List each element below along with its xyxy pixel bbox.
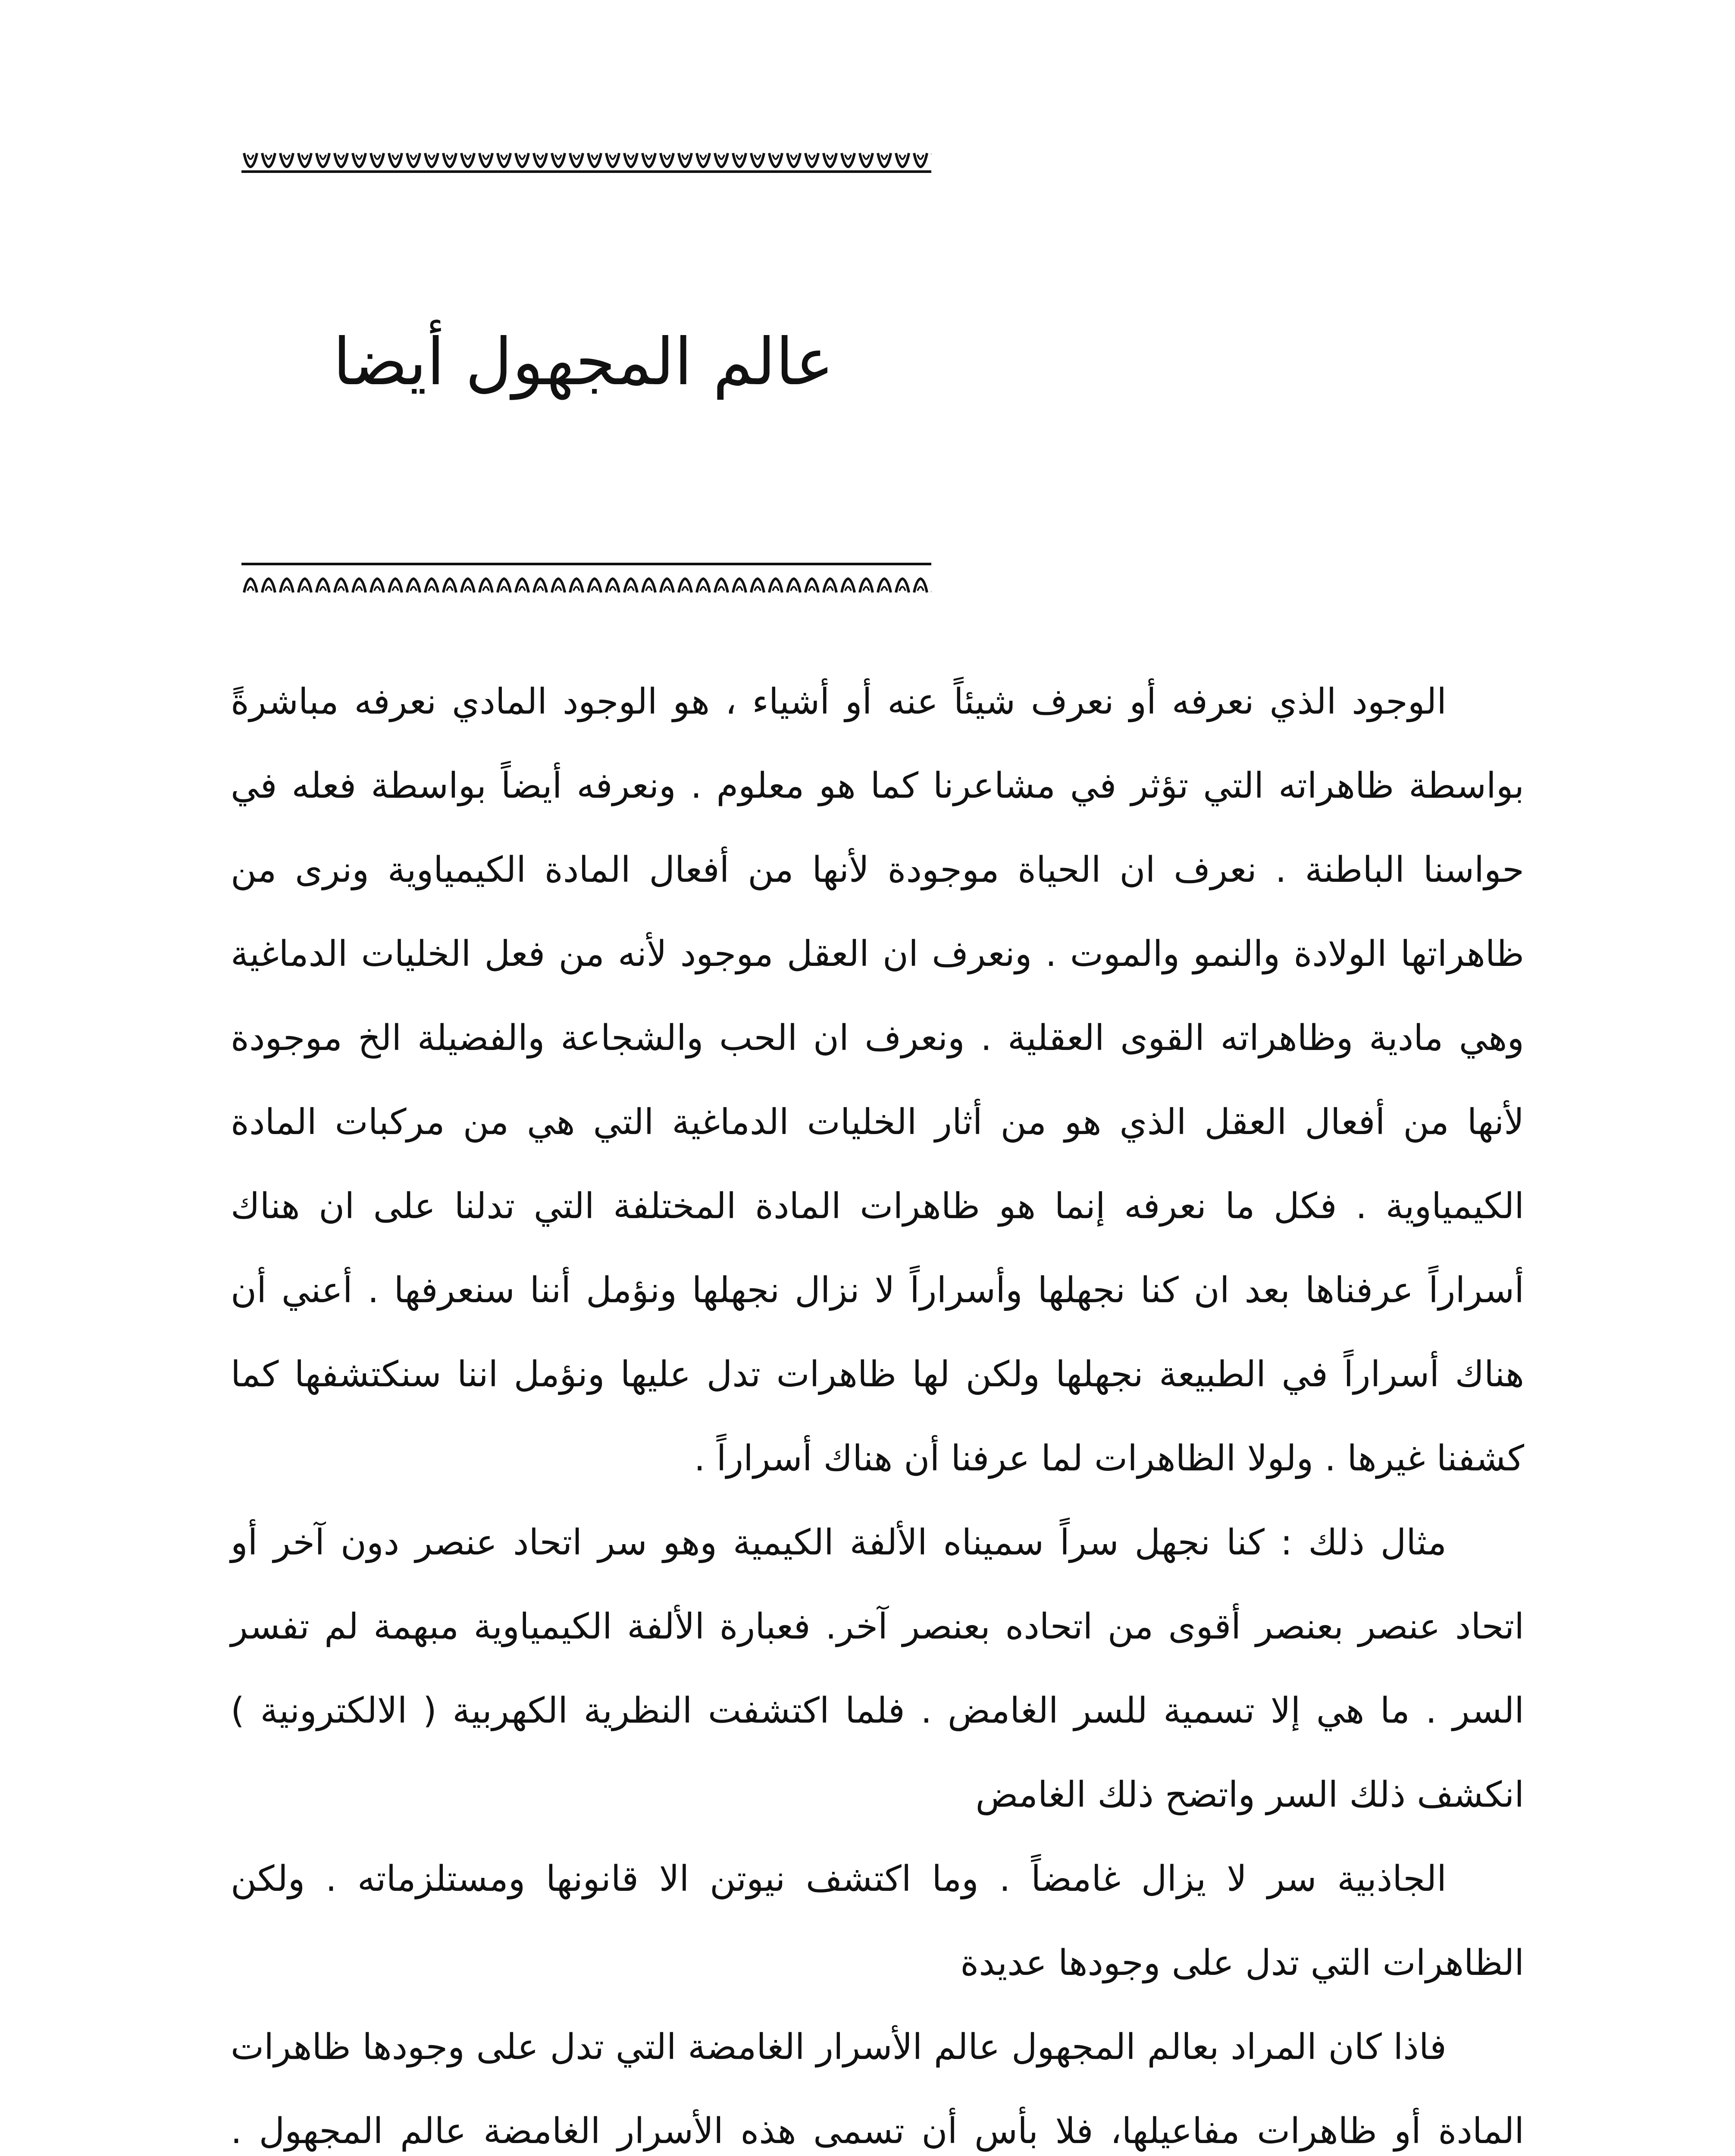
page-title: عالم المجهول أيضا (333, 325, 834, 400)
paragraph: الجاذبية سر لا يزال غامضاً . وما اكتشف نيوتن الا قانونها ومستلزماته . ولكن الظاهرات التي تدل على وجودها عديدة (231, 1858, 1524, 1984)
divider-rule (241, 563, 931, 565)
body-text (231, 660, 1524, 2156)
bottom-ornament-border (241, 573, 931, 599)
paragraph: فاذا كان المراد بعالم المجهول عالم الأسرار الغامضة التي تدل على وجودها ظاهرات المادة أو ظاهرات مفاعيلها، فلا بأس أن تسمى هذه الأسرار الغامضة عالم المجهول . (231, 2027, 1524, 2152)
paragraph: مثال ذلك : كنا نجهل سراً سميناه الألفة الكيمية وهو سر اتحاد عنصر دون آخر أو اتحاد عنصر بعنصر أقوى من اتحاده بعنصر آخر. فعبارة الألفة الكيمياوية مبهمة لم تفسر السر . ما هي إلا تسمية للسر الغامض . فلما اكتشفت النظرية الكهربية ( الالكترونية ) انكشف ذلك السر واتضح ذلك الغامض (231, 1522, 1524, 1815)
paragraph: الوجود الذي نعرفه أو نعرف شيئاً عنه أو أشياء ، هو الوجود المادي نعرفه مباشرةً بواسطة ظاهراته التي تؤثر في مشاعرنا كما هو معلوم . ونعرفه أيضاً بواسطة فعله في حواسنا الباطنة . نعرف ان الحياة موجودة لأنها من أفعال المادة الكيمياوية ونرى من ظاهراتها الولادة والنمو والموت . ونعرف ان العقل موجود لأنه من فعل الخليات الدماغية وهي مادية وظاهراته القوى العقلية . ونعرف ان الحب والشجاعة والفضيلة الخ موجودة لأنها من أفعال العقل الذي هو من أثار الخليات الدماغية التي هي من مركبات المادة الكيمياوية . فكل ما نعرفه إنما هو ظاهرات المادة المختلفة التي تدلنا على ان هناك أسراراً عرفناها بعد ان كنا نجهلها وأسراراً لا نزال نجهلها ونؤمل أننا سنعرفها . أعني أن هناك أسراراً في الطبيعة نجهلها ولكن لها ظاهرات تدل عليها ونؤمل اننا سنكتشفها كما كشفنا غيرها . ولولا الظاهرات لما عرفنا أن هناك أسراراً . (231, 681, 1524, 1479)
top-ornament-border (241, 149, 931, 175)
